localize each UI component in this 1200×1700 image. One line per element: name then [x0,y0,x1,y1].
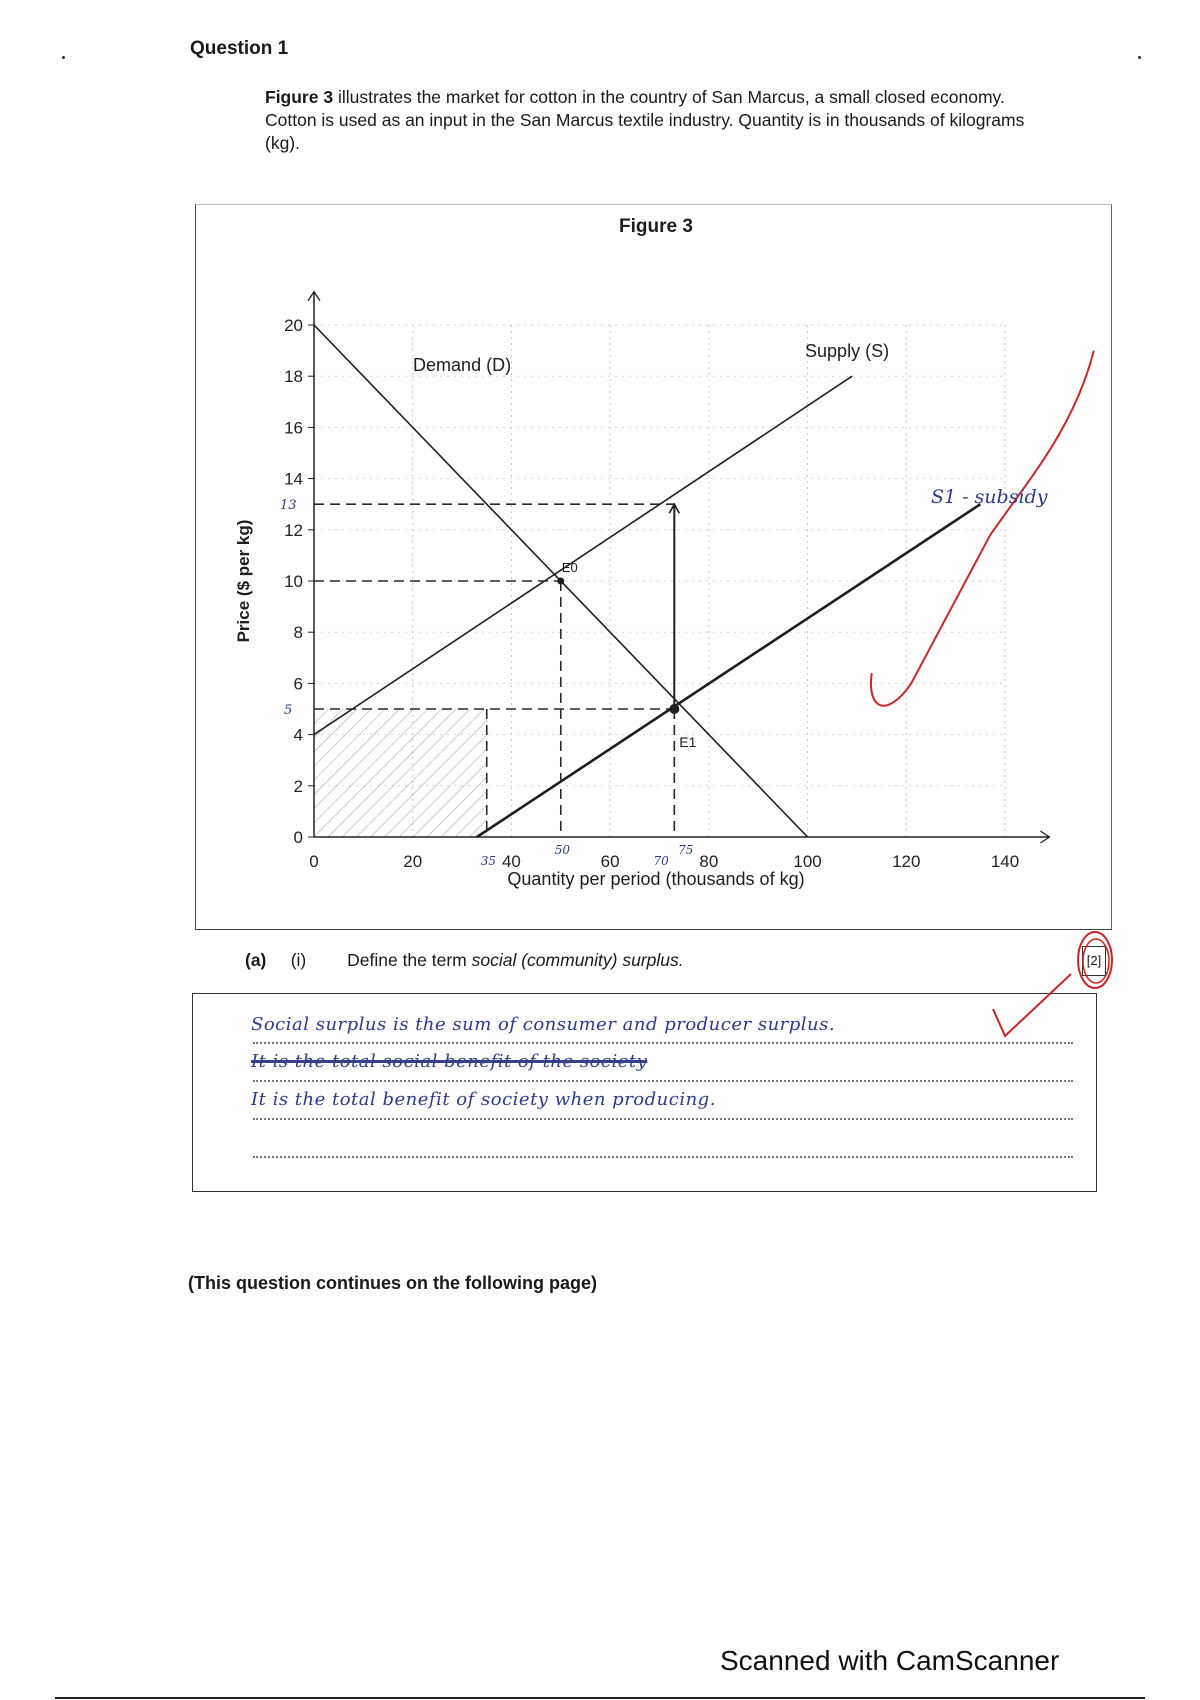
x-tick-label: 20 [403,852,423,871]
question-part-label: (a) [245,950,267,970]
figure-frame [195,204,1112,930]
answer-box[interactable] [192,993,1097,1192]
figure-title: Figure 3 [619,216,693,237]
x-tick-label: 40 [501,852,521,871]
supply-label: Supply (S) [805,341,890,361]
question-term: social (community) surplus. [471,950,684,970]
question-a-i [245,950,684,971]
scan-speck [62,56,65,59]
answer-line [253,1156,1073,1158]
y-tick-label: 4 [293,725,303,745]
series-line [314,376,852,734]
question-heading: Question 1 [190,38,289,59]
y-tick-label: 0 [293,828,303,847]
x-tick-label: 0 [309,852,319,871]
hatched-region [314,709,487,837]
hatched-area [314,709,487,837]
demand-supply-chart [196,205,1111,929]
red-check-mark [871,351,1094,706]
scan-speck [1138,56,1141,59]
answer-line [253,1118,1073,1120]
equilibrium-point-e1 [669,704,679,714]
intro-text: illustrates the market for cotton in the country of San Marcus, a small closed economy. Cotton is used as an input in the San Marcus textile industry. Quantity is in thousands of kilograms (kg). [265,87,1025,153]
handwritten-quantity-mark: 35 [480,854,497,868]
x-tick-label: 100 [793,852,822,871]
handwritten-quantity-mark: 75 [678,843,694,857]
scanner-watermark: Scanned with CamScanner [720,1645,1060,1676]
question-subpart-label: (i) [290,950,307,970]
x-tick-label: 120 [892,852,921,871]
y-tick-label: 16 [284,418,303,438]
point-label-e0: E0 [561,560,578,575]
answer-line [253,1042,1073,1044]
x-axis-label: Quantity per period (thousands of kg) [507,869,805,889]
y-tick-label: 10 [284,572,303,591]
handwritten-price-13: 13 [280,498,297,514]
y-tick-label: 14 [284,469,303,489]
intro-paragraph [265,86,1025,155]
red-circle-mark [1070,905,1120,995]
x-tick-label: 60 [600,852,620,871]
subsidy-curve-label: S1 - subsidy [930,486,1048,508]
question-stem [347,950,684,970]
bottom-rule [55,1697,1145,1699]
y-tick-label: 18 [284,367,303,387]
x-tick-label: 140 [990,852,1020,871]
y-tick-label: 8 [293,623,303,643]
answer-line-3: It is the total benefit of society when producing. [251,1089,716,1110]
y-axis-label: Price ($ per kg) [234,519,253,643]
handwritten-price-5: 5 [284,703,293,718]
marks-box: [2] [1082,946,1106,976]
answer-line-2-struck: It is the total social benefit of the society [251,1051,648,1072]
handwritten-quantity-mark: 70 [653,854,669,868]
y-tick-label: 6 [293,674,303,694]
y-tick-label: 2 [293,776,303,796]
point-label-e1: E1 [679,734,697,750]
x-tick-label: 80 [699,852,719,871]
series-line [477,504,980,837]
demand-label: Demand (D) [413,355,512,375]
continuation-note: (This question continues on the following page) [188,1273,597,1293]
handwritten-quantity-mark: 50 [554,843,571,857]
y-tick-label: 12 [284,520,303,540]
intro-figure-ref: Figure 3 [265,87,334,107]
answer-line-1: Social surplus is the sum of consumer and producer surplus. [251,1014,836,1035]
question-prefix: Define the term [347,950,472,970]
answer-line [253,1080,1073,1082]
equilibrium-point-e0 [557,578,564,585]
y-tick-label: 20 [284,316,303,335]
